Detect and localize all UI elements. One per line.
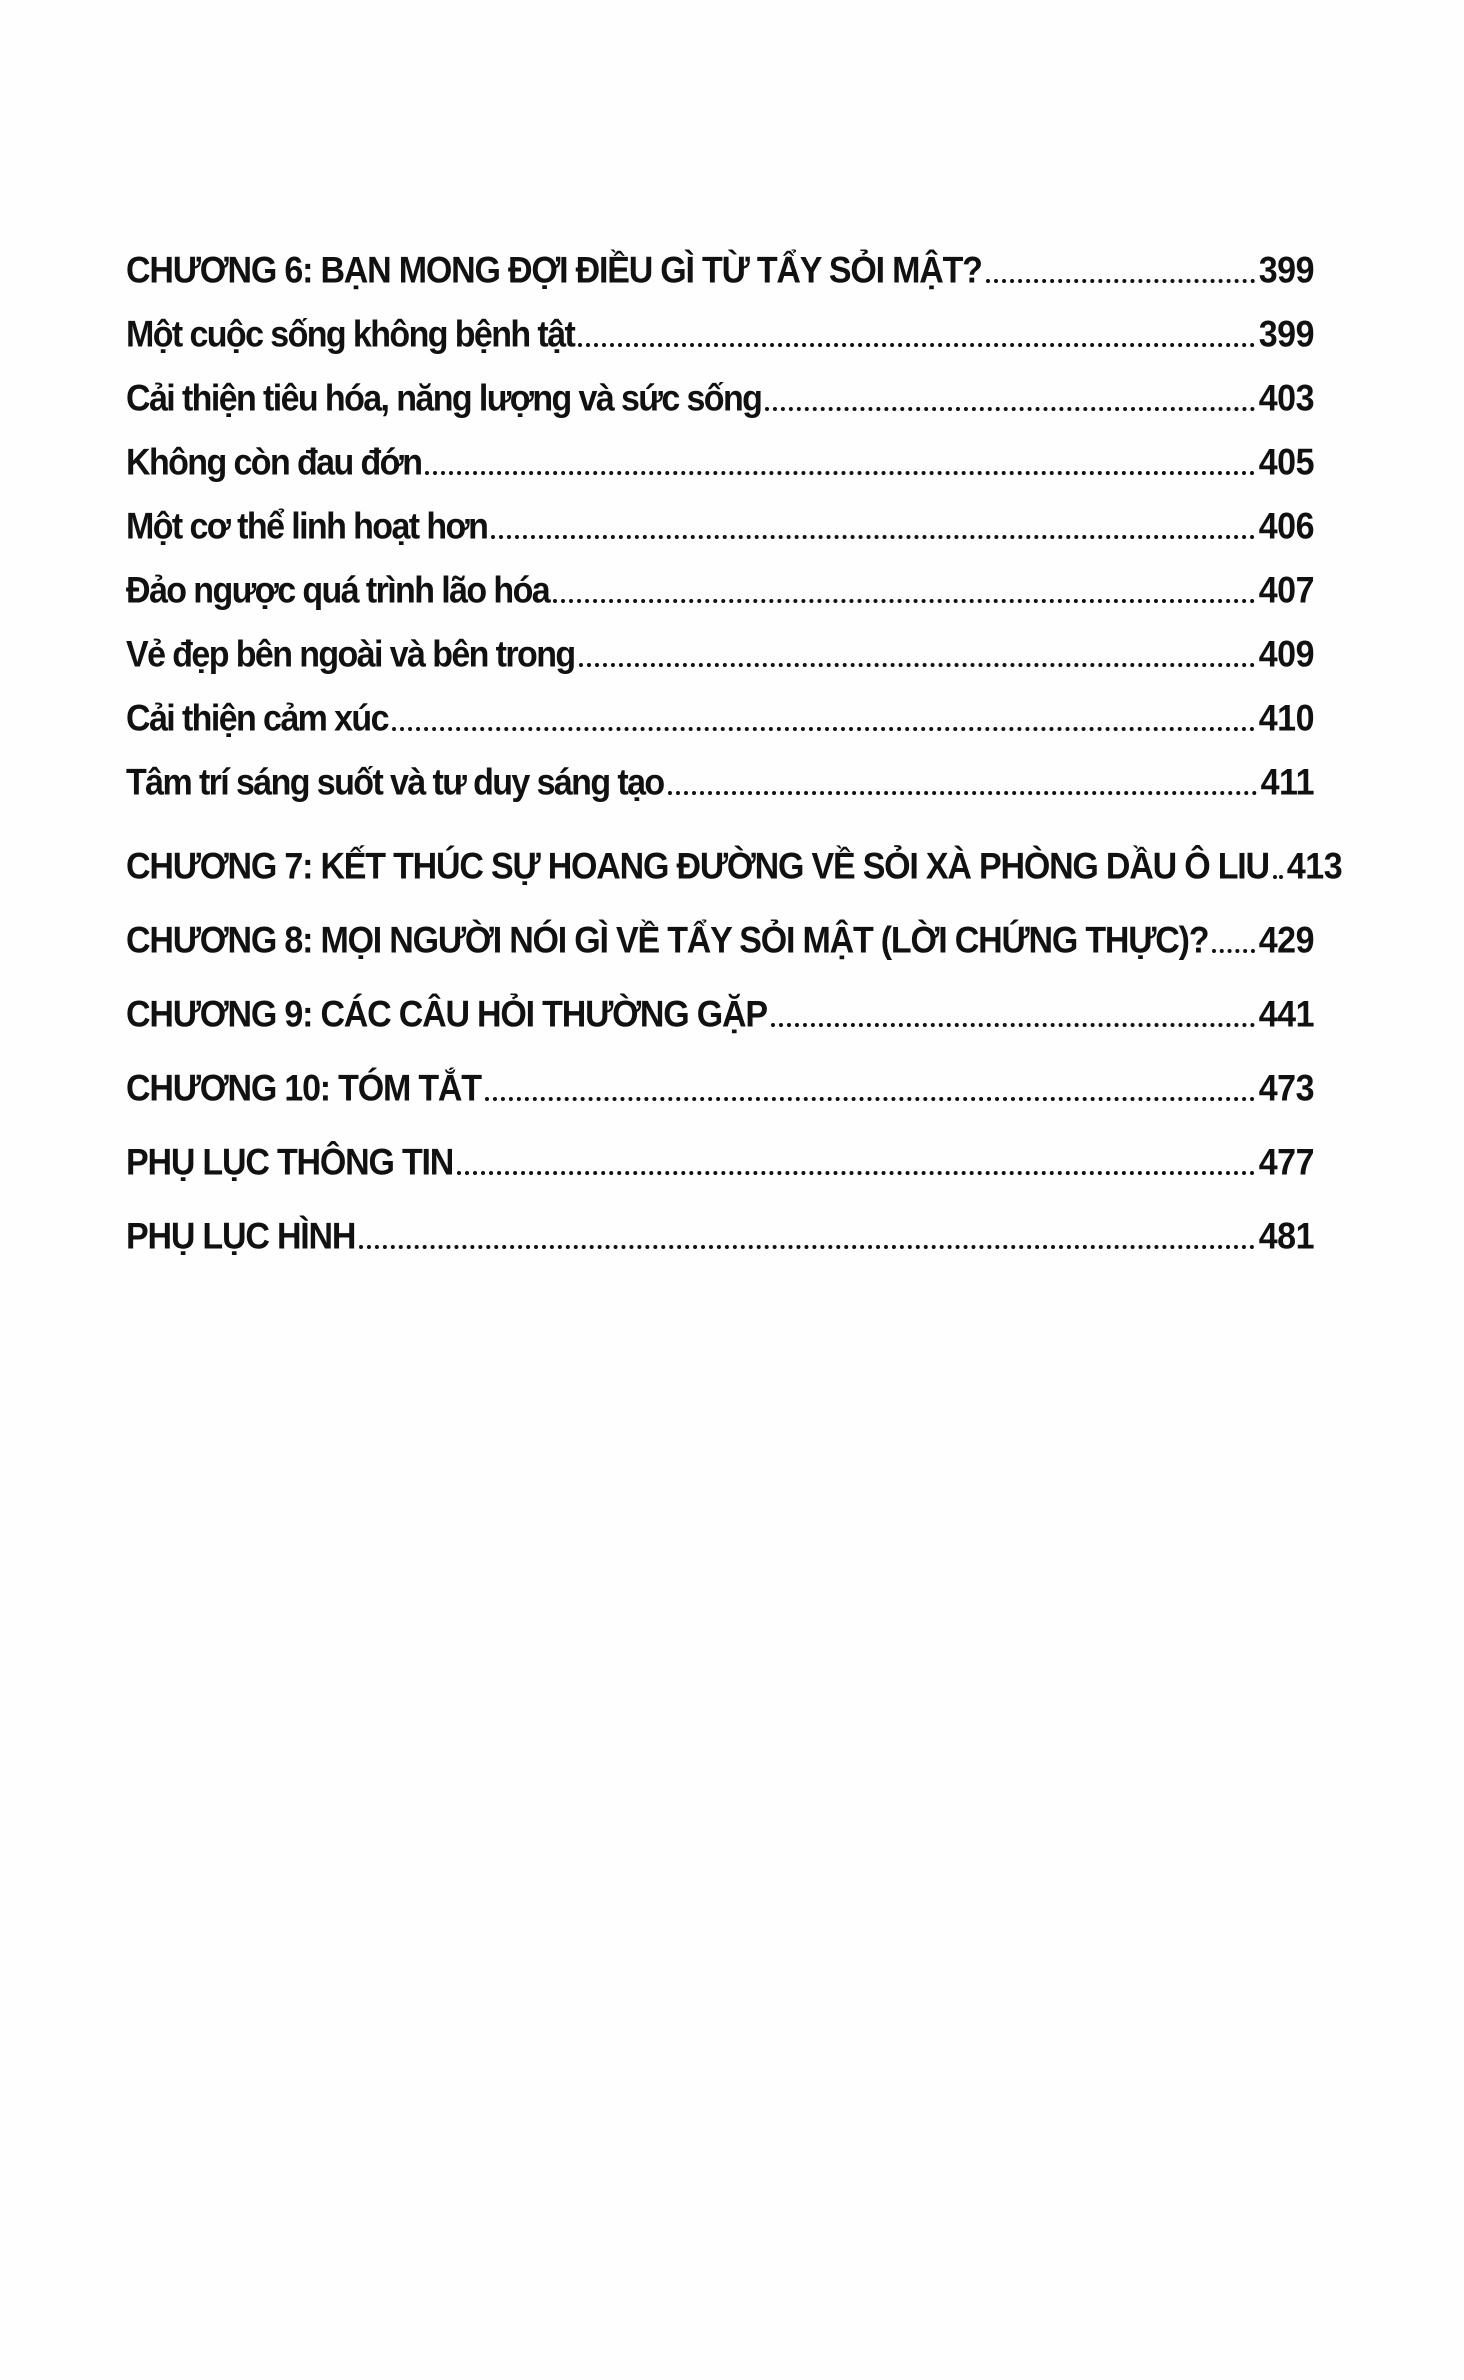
toc-dot-leader	[425, 471, 1254, 475]
toc-dot-leader	[553, 599, 1255, 603]
toc-entry-page-number: 473	[1258, 1067, 1314, 1109]
toc-dot-leader	[579, 663, 1255, 667]
toc-dot-leader	[485, 1097, 1255, 1101]
toc-entry-page-number: 411	[1260, 761, 1314, 803]
toc-dot-leader	[491, 535, 1255, 539]
toc-entry-page-number: 413	[1286, 845, 1343, 887]
toc-entry-page-number: 405	[1258, 441, 1314, 483]
toc-entry-title: Không còn đau đớn	[126, 441, 422, 483]
toc-entry	[126, 496, 1314, 548]
toc-entry	[126, 560, 1314, 612]
toc-entry-title: Cải thiện cảm xúc	[126, 697, 388, 739]
toc-entry-page-number: 441	[1258, 993, 1314, 1035]
toc-entry-title: Một cuộc sống không bệnh tật	[126, 313, 575, 355]
toc-dot-leader	[392, 727, 1255, 731]
toc-entry-page-number: 409	[1258, 633, 1314, 675]
toc-dot-leader	[1273, 875, 1283, 879]
toc-entry-appendix-info	[126, 1132, 1314, 1184]
toc-entry-title: PHỤ LỤC THÔNG TIN	[126, 1141, 454, 1183]
toc-entry-title: Một cơ thể linh hoạt hơn	[126, 505, 488, 547]
toc-entry-title: Cải thiện tiêu hóa, năng lượng và sức sống	[126, 377, 762, 419]
toc-dot-leader	[578, 343, 1255, 347]
toc-entry-title: Vẻ đẹp bên ngoài và bên trong	[126, 633, 575, 675]
toc-entry-page-number: 429	[1258, 919, 1314, 961]
toc-entry-title: CHƯƠNG 10: TÓM TẮT	[126, 1067, 481, 1109]
toc-entry	[126, 624, 1314, 676]
toc-entry-page-number: 406	[1258, 505, 1314, 547]
toc-entry-page-number: 481	[1258, 1215, 1314, 1257]
toc-entry-title: Tâm trí sáng suốt và tư duy sáng tạo	[126, 761, 664, 803]
toc-dot-leader	[359, 1245, 1255, 1249]
toc-entry-title: CHƯƠNG 6: BẠN MONG ĐỢI ĐIỀU GÌ TỪ TẨY SỎI MẬT?	[126, 249, 982, 291]
toc-entry	[126, 304, 1314, 356]
toc-entry-title: Đảo ngược quá trình lão hóa	[126, 569, 550, 611]
toc-entry	[126, 432, 1314, 484]
toc-entry-chapter-10	[126, 1058, 1314, 1110]
toc-dot-leader	[986, 279, 1255, 283]
toc-entry-chapter-6	[126, 240, 1314, 292]
toc-entry-chapter-8	[126, 910, 1314, 962]
toc-entry-page-number: 407	[1258, 569, 1314, 611]
toc-entry-page-number: 403	[1258, 377, 1314, 419]
toc-entry-title: CHƯƠNG 7: KẾT THÚC SỰ HOANG ĐƯỜNG VỀ SỎI XÀ PHÒNG DẦU Ô LIU	[126, 845, 1269, 887]
toc-entry-appendix-figures	[126, 1206, 1314, 1258]
toc-entry	[126, 368, 1314, 420]
toc-entry-page-number: 399	[1258, 313, 1314, 355]
toc-entry-chapter-7	[126, 836, 1343, 888]
toc-entry-page-number: 477	[1258, 1141, 1314, 1183]
toc-entry-chapter-9	[126, 984, 1314, 1036]
toc-entry-page-number: 410	[1258, 697, 1314, 739]
toc-dot-leader	[765, 407, 1254, 411]
toc-entry-title: CHƯƠNG 8: MỌI NGƯỜI NÓI GÌ VỀ TẨY SỎI MẬT (LỜI CHỨNG THỰC)?	[126, 919, 1209, 961]
toc-dot-leader	[771, 1023, 1255, 1027]
toc-entry	[126, 688, 1314, 740]
toc-entry-title: CHƯƠNG 9: CÁC CÂU HỎI THƯỜNG GẶP	[126, 993, 767, 1035]
toc-entry	[126, 752, 1314, 804]
toc-entry-title: PHỤ LỤC HÌNH	[126, 1215, 356, 1257]
toc-dot-leader	[1212, 949, 1254, 953]
toc-dot-leader	[668, 791, 1257, 795]
toc-entry-page-number: 399	[1258, 249, 1314, 291]
toc-dot-leader	[457, 1171, 1255, 1175]
